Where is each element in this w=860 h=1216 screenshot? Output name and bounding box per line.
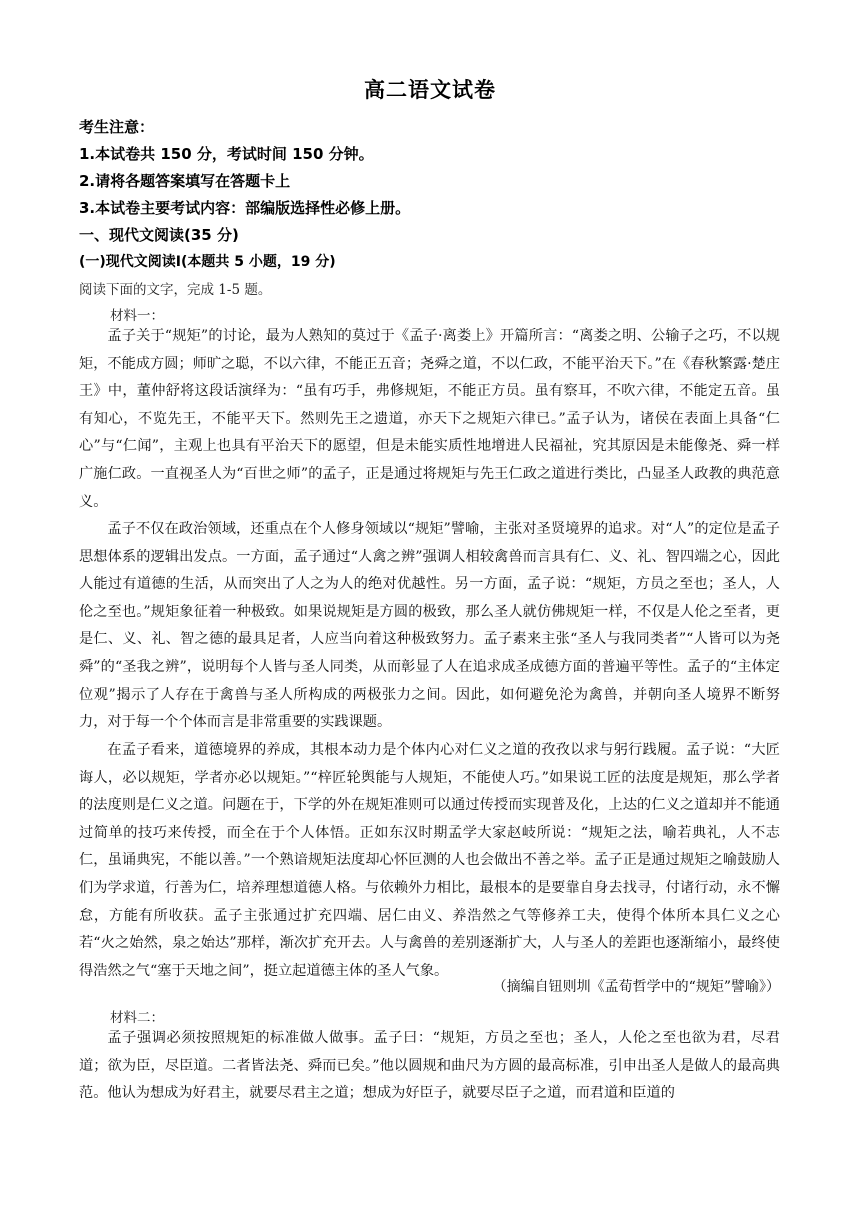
material1-paragraph-1: 孟子关于“规矩”的讨论，最为人熟知的莫过于《孟子·离娄上》开篇所言：“离娄之明、公输子之巧，不以规矩，不能成方圆；师旷之聪，不以六律，不能正五音；尧舜之道，不以仁政，不能平治天下。”在《春秋繁露·楚庄王》中，董仲舒将这段话演绎为：“虽有巧手，弗修规矩，不能正方员。虽有察耳，不吹六律，不能定五音。虽有知心，不览先王，不能平天下。然则先王之遗道，亦天下之规矩六律已。”孟子认为，诸侯在表面上具备“仁心”与“仁闻”，主观上也具有平治天下的愿望，但是未能实质性地增进人民福祉，究其原因是未能像尧、舜一样广施仁政。一直视圣人为“百世之师”的孟子，正是通过将规矩与先王仁政之道进行类比，凸显圣人政教的典范意义。	[79, 328, 780, 510]
notice-item-2: 2.请将各题答案填写在答题卡上	[79, 172, 291, 190]
material2-label: 材料二：	[110, 1010, 164, 1026]
notice-item-1: 1.本试卷共 150 分，考试时间 150 分钟。	[79, 145, 374, 163]
sub-section-heading: (一)现代文阅读Ⅰ(本题共 5 小题，19 分)	[79, 254, 336, 270]
reading-instruction: 阅读下面的文字，完成 1-5 题。	[79, 282, 272, 298]
material1-source: （摘编自钮则圳《孟荀哲学中的“规矩”譬喻》）	[492, 979, 780, 995]
section-heading: 一、现代文阅读(35 分)	[79, 226, 239, 244]
material2-paragraph-1: 孟子强调必须按照规矩的标准做人做事。孟子曰：“规矩，方员之至也；圣人，人伦之至也欲为君，尽君道；欲为臣，尽臣道。二者皆法尧、舜而已矣。”他以圆规和曲尺为方圆的最高标准，引申出圣人是做人的最高典范。他认为想成为好君主，就要尽君主之道；想成为好臣子，就要尽臣子之道，而君道和臣道的	[79, 1030, 780, 1102]
material1-paragraph-2: 孟子不仅在政治领域，还重点在个人修身领域以“规矩”譬喻，主张对圣贤境界的追求。对“人”的定位是孟子思想体系的逻辑出发点。一方面，孟子通过“人禽之辨”强调人相较禽兽而言具有仁、义、礼、智四端之心，因此人能过有道德的生活，从而突出了人之为人的绝对优越性。另一方面，孟子说：“规矩，方员之至也；圣人，人伦之至也。”规矩象征着一种极致。如果说规矩是方圆的极致，那么圣人就仿佛规矩一样，不仅是人伦之至者，更是仁、义、礼、智之德的最具足者，人应当向着这种极致努力。孟子素来主张“圣人与我同类者”“人皆可以为尧舜”的“圣我之辨”，说明每个人皆与圣人同类，从而彰显了人在追求成圣成德方面的普遍平等性。孟子的“主体定位观”揭示了人存在于禽兽与圣人所构成的两极张力之间。因此，如何避免沦为禽兽，并朝向圣人境界不断努力，对于每一个个体而言是非常重要的实践课题。	[79, 521, 780, 731]
notice-item-3: 3.本试卷主要考试内容：部编版选择性必修上册。	[79, 199, 411, 217]
page-title: 高二语文试卷	[364, 78, 496, 102]
material1-label: 材料一：	[110, 308, 164, 324]
notice-heading: 考生注意：	[79, 118, 155, 136]
material1-paragraph-3: 在孟子看来，道德境界的养成，其根本动力是个体内心对仁义之道的孜孜以求与躬行践履。孟子说：“大匠诲人，必以规矩，学者亦必以规矩。”“梓匠轮舆能与人规矩，不能使人巧。”如果说工匠的法度是规矩，那么学者的法度则是仁义之道。问题在于，下学的外在规矩准则可以通过传授而实现普及化，上达的仁义之道却并不能通过简单的技巧来传授，而全在于个人体悟。正如东汉时期孟学大家赵岐所说：“规矩之法，喻若典礼，人不志仁，虽诵典宪，不能以善。”一个熟谙规矩法度却心怀叵测的人也会做出不善之举。孟子正是通过规矩之喻鼓励人们为学求道，行善为仁，培养理想道德人格。与依赖外力相比，最根本的是要靠自身去找寻，付诸行动，永不懈怠，方能有所收获。孟子主张通过扩充四端、居仁由义、养浩然之气等修养工夫，使得个体所本具仁义之心若“火之始然，泉之始达”那样，渐次扩充开去。人与禽兽的差别逐渐扩大，人与圣人的差距也逐渐缩小，最终使得浩然之气“塞于天地之间”，挺立起道德主体的圣人气象。	[79, 742, 780, 979]
